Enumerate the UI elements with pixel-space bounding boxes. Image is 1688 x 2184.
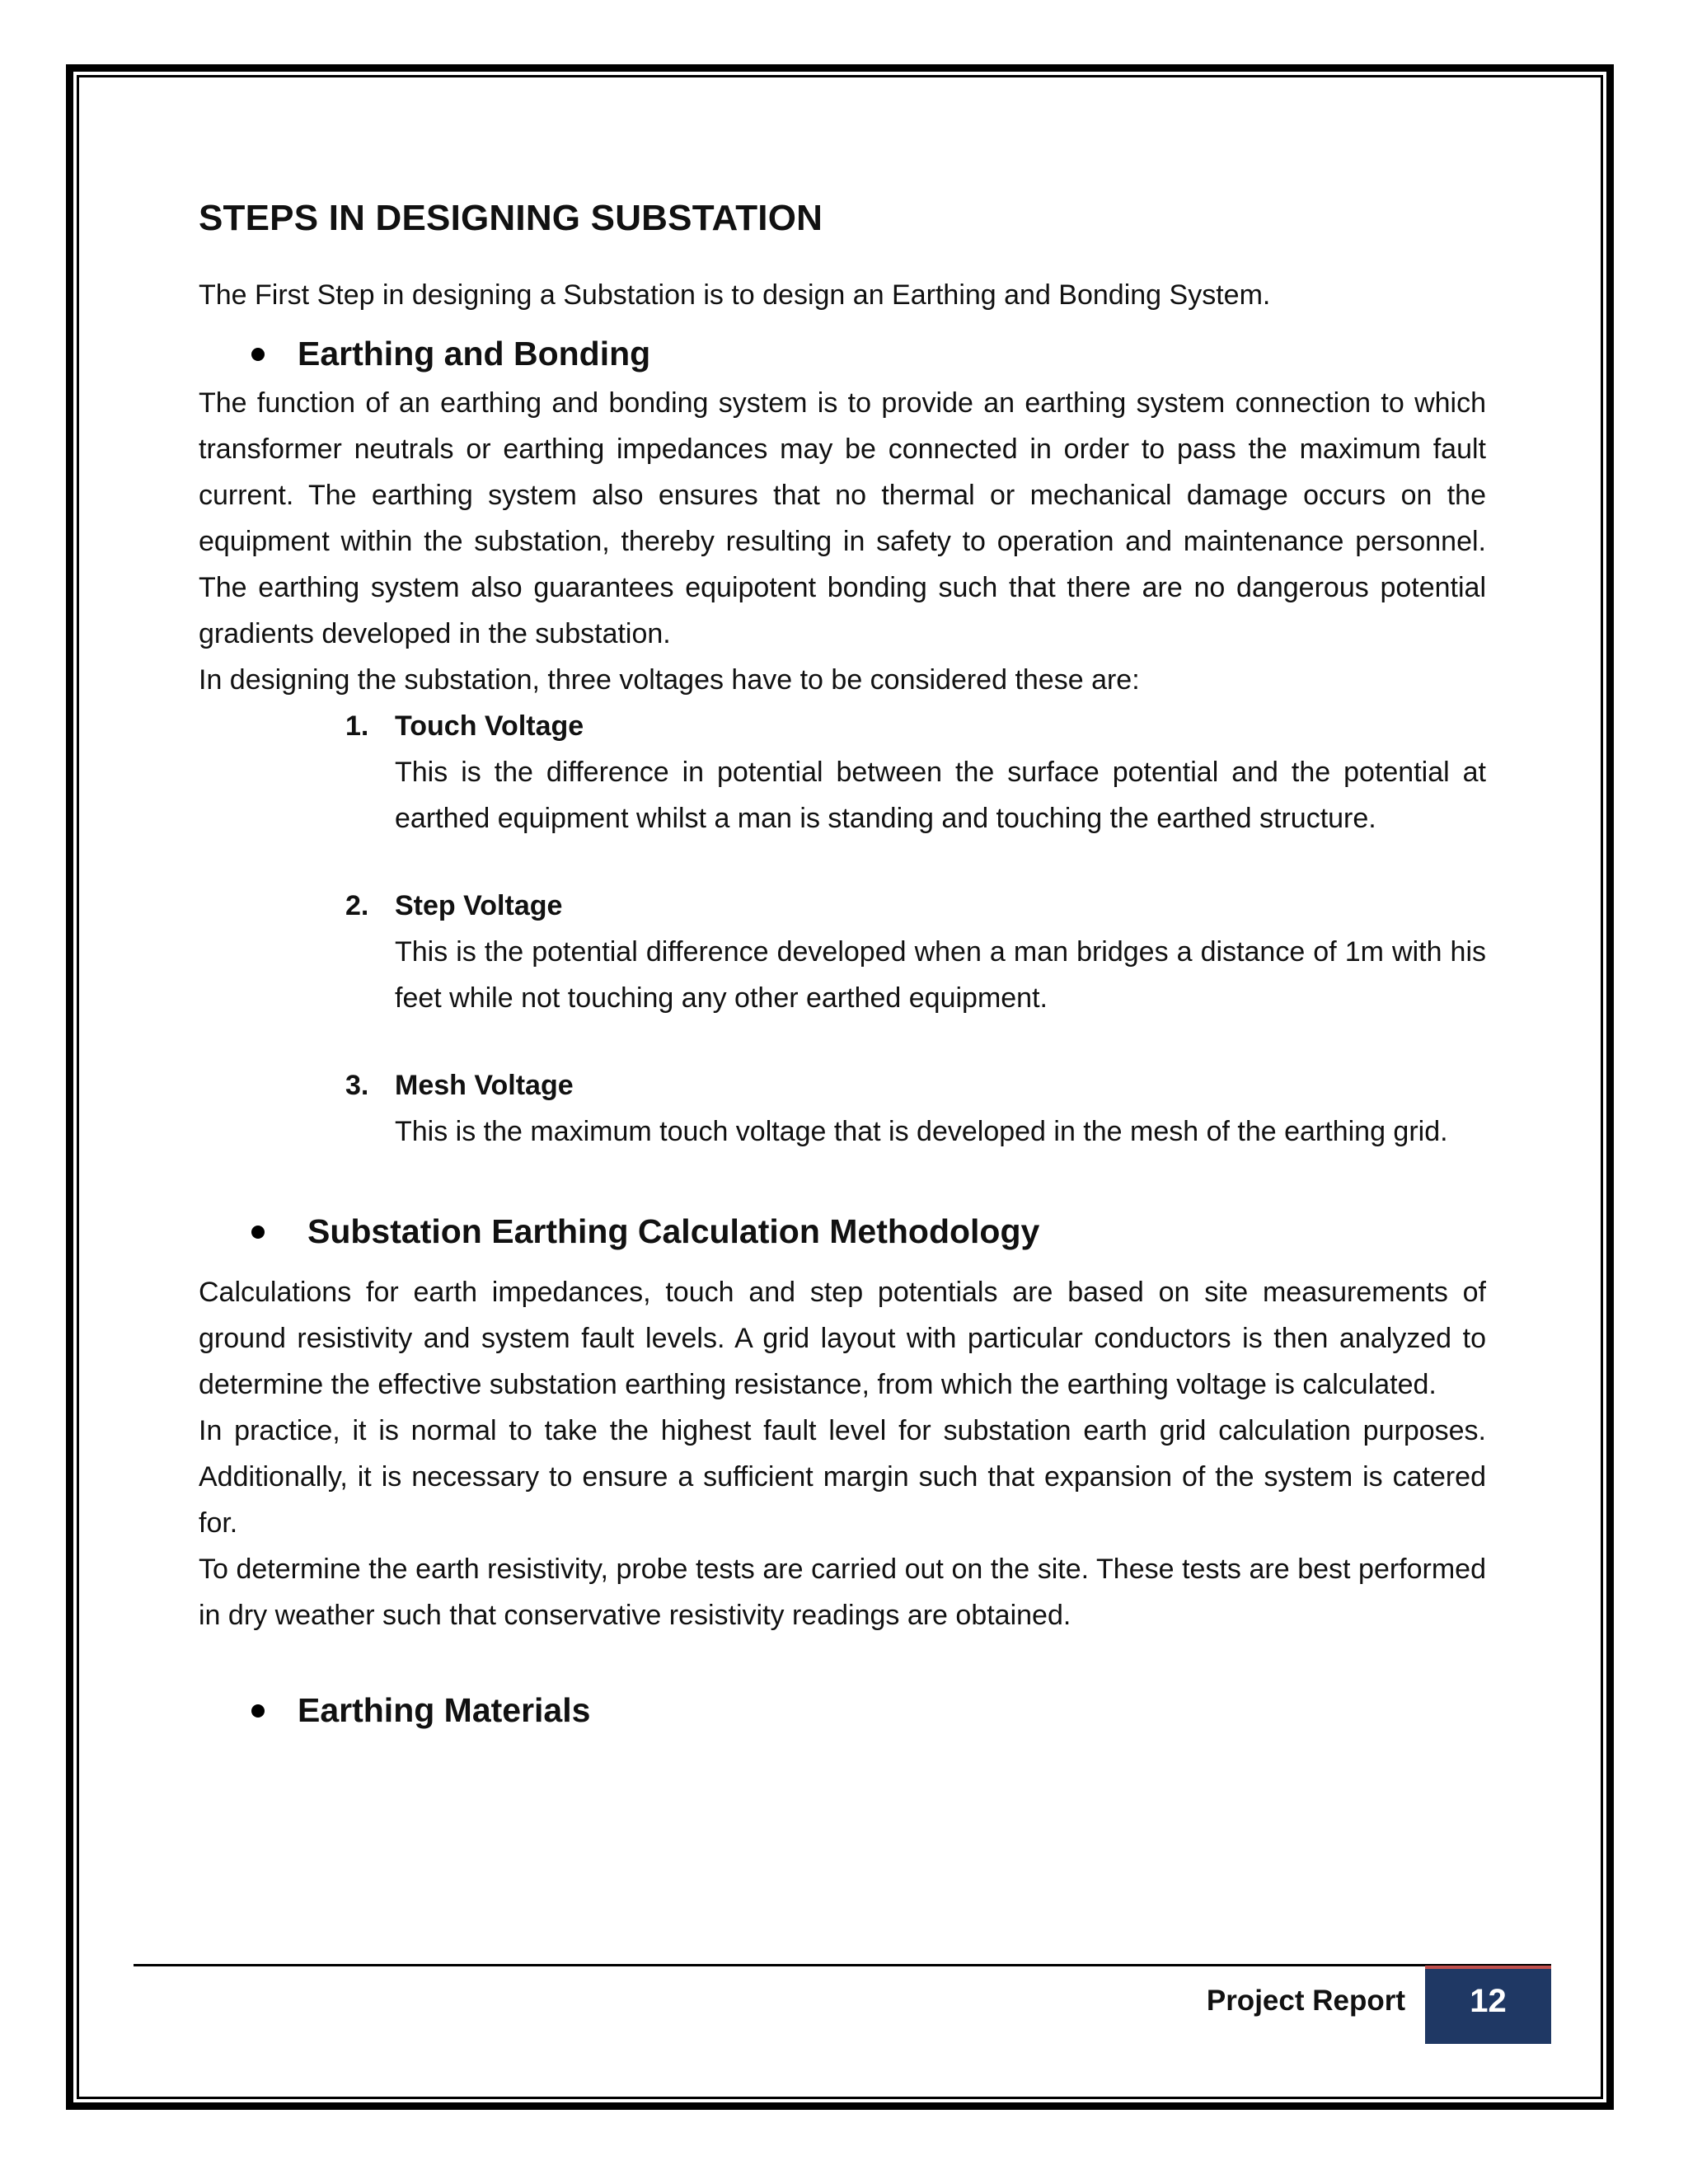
list-item (345, 703, 1486, 841)
bullet-icon (251, 1704, 265, 1718)
methodology-paragraph: In practice, it is normal to take the highest fault level for substation earth grid calculation purposes. Additionally, it is necessary to ensure a sufficient margin such that expansion of the system is catered for. (199, 1415, 1486, 1539)
list-item-number: 3. (345, 1070, 369, 1101)
list-item-text: This is the difference in potential between the surface potential and the potential at earthed equipment whilst a man is standing and touching the earthed structure. (395, 757, 1486, 834)
section-title: Earthing Materials (298, 1691, 591, 1729)
list-item-number: 2. (345, 890, 369, 921)
list-item (345, 883, 1486, 1021)
page-number: 12 (1425, 1966, 1551, 2044)
section-methodology-heading (251, 1212, 1486, 1251)
earthing-bonding-paragraph: The function of an earthing and bonding system is to provide an earthing system connection to which transformer neutrals or earthing impedances may be connected in order to pass the maximum fault current. The earthing system also ensures that no thermal or mechanical damage occurs on the equipment within the substation, thereby resulting in safety to operation and maintenance personnel. The earthing system also guarantees equipotent bonding such that there are no dangerous potential gradients developed in the substation. (199, 387, 1486, 649)
intro-paragraph: The First Step in designing a Substation is to design an Earthing and Bonding System. (199, 279, 1271, 311)
voltage-list (345, 703, 1486, 1155)
section-materials-heading (251, 1691, 1486, 1730)
section-title: Earthing and Bonding (298, 335, 651, 373)
list-item (345, 1062, 1486, 1155)
list-item-text: This is the potential difference developed when a man bridges a distance of 1m with his feet while not touching any other earthed equipment. (395, 936, 1486, 1014)
section-earthing-bonding-heading (251, 335, 1486, 373)
voltages-lead-in: In designing the substation, three voltages have to be considered these are: (199, 664, 1140, 696)
footer-label: Project Report (1206, 1985, 1405, 2017)
list-item-number: 1. (345, 710, 369, 742)
footer-divider (134, 1964, 1551, 1966)
bullet-icon (251, 348, 265, 361)
page-content (199, 198, 1486, 1730)
page-heading: STEPS IN DESIGNING SUBSTATION (199, 198, 823, 238)
list-item-text: This is the maximum touch voltage that is developed in the mesh of the earthing grid. (395, 1116, 1448, 1147)
methodology-paragraph: Calculations for earth impedances, touch and step potentials are based on site measurements of ground resistivity and system fault levels. A grid layout with particular conductors is then analyzed to determine the effective substation earthing resistance, from which the earthing voltage is calculated. (199, 1277, 1486, 1400)
section-title: Substation Earthing Calculation Methodology (307, 1212, 1040, 1250)
list-item-title: Touch Voltage (395, 710, 584, 742)
bullet-icon (251, 1226, 265, 1239)
list-item-title: Mesh Voltage (395, 1070, 574, 1101)
methodology-paragraph: To determine the earth resistivity, probe tests are carried out on the site. These tests are best performed in dry weather such that conservative resistivity readings are obtained. (199, 1554, 1486, 1631)
list-item-title: Step Voltage (395, 890, 563, 921)
